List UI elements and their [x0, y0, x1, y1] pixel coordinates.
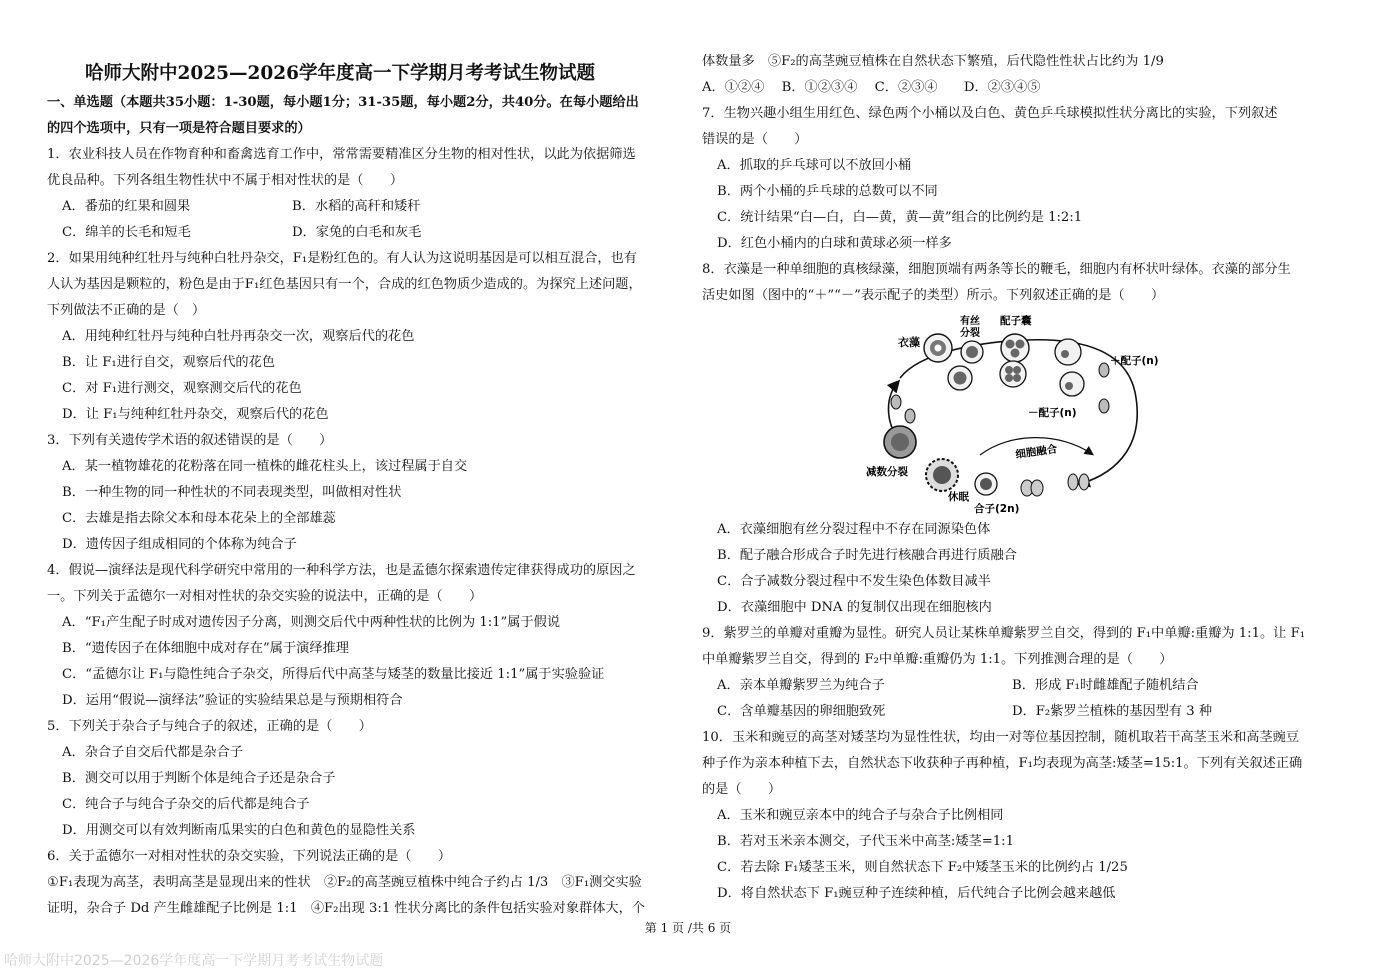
q10-option-c: C．若去除 F₁矮茎玉米，则自然状态下 F₂中矮茎玉米的比例约占 1/25	[717, 860, 1128, 875]
q6-options: A．①②④ B．①②③④ C．②③④ D．②③④⑤	[702, 80, 1041, 95]
small-cell	[891, 395, 901, 409]
q7-option-d: D．红色小桶内的白球和黄球必须一样多	[717, 236, 952, 251]
label-meiosis: 减数分裂	[866, 466, 908, 478]
label-dormancy: 休眠	[948, 491, 969, 503]
q4-stem-2: 一。下列关于孟德尔一对相对性状的杂交实验的说法中，正确的是（ ）	[47, 589, 483, 604]
q7-option-c: C．统计结果“白—白，白—黄，黄—黄”组合的比例约是 1:2:1	[717, 210, 1083, 225]
q9-option-b: B．形成 F₁时雌雄配子随机结合	[1012, 678, 1199, 693]
q7-option-a: A．抓取的乒乓球可以不放回小桶	[717, 158, 912, 173]
q6-stem-1: 6．关于孟德尔一对相对性状的杂交实验，下列说法正确的是（ ）	[47, 849, 452, 864]
q10-stem-1: 10．玉米和豌豆的高茎对矮茎均为显性性状，均由一对等位基因控制，随机取若干高茎玉米和高茎豌豆	[702, 730, 1300, 745]
q2-option-a: A．用纯种红牡丹与纯种白牡丹再杂交一次，观察后代的花色	[62, 329, 415, 344]
q1-stem-1: 1．农业科技人员在作物育种和畜禽选育工作中，常常需要精准区分生物的相对性状，以此为依据筛选	[47, 147, 636, 162]
q8-option-b: B．配子融合形成合子时先进行核融合再进行质融合	[717, 548, 1017, 563]
page-footer: 第 1 页 /共 6 页	[644, 921, 732, 935]
gametangium-cell-2	[1000, 361, 1026, 387]
q7-option-b: B．两个小桶的乒乓球的总数可以不同	[717, 184, 938, 199]
mitosis-cell-1	[961, 341, 983, 363]
q4-option-c: C．“孟德尔让 F₁与隐性纯合子杂交，所得后代中高茎与矮茎的数量比接近 1:1”属于实验验证	[62, 667, 605, 682]
q9-option-a: A．亲本单瓣紫罗兰为纯合子	[717, 678, 885, 693]
q10-option-d: D．将自然状态下 F₁豌豆种子连续种植，后代纯合子比例会越来越低	[717, 886, 1116, 901]
q2-stem-3: 下列做法不正确的是（ ）	[47, 303, 206, 318]
q2-option-d: D．让 F₁与纯种红牡丹杂交，观察后代的花色	[62, 407, 329, 422]
q1-stem-2: 优良品种。下列各组生物性状中不属于相对性状的是（ ）	[47, 173, 404, 188]
q3-option-b: B．一种生物的同一种性状的不同表现类型，叫做相对性状	[62, 485, 402, 500]
q10-option-a: A．玉米和豌豆亲本中的纯合子与杂合子比例相同	[717, 808, 1004, 823]
small-cell	[1099, 363, 1109, 377]
q6-stem-4: 体数量多 ⑤F₂的高茎豌豆植株在自然状态下繁殖，后代隐性性状占比约为 1/9	[702, 54, 1164, 69]
q7-stem-1: 7．生物兴趣小组生用红色、绿色两个小桶以及白色、黄色乒乓球模拟性状分离比的实验，下列叙述	[702, 106, 1278, 121]
q2-stem-2: 人认为基因是颗粒的，粉色是由于F₁红色基因只有一个，合成的红色物质少造成的。为探究上述问题，	[47, 277, 642, 292]
q8-stem-2: 活史如图（图中的“＋”“－”表示配子的类型）所示。下列叙述正确的是（ ）	[702, 288, 1165, 303]
fusing-gametes	[1021, 480, 1043, 496]
q7-stem-2: 错误的是（ ）	[702, 132, 808, 147]
meiosis-cell	[884, 426, 916, 458]
page-title: 哈师大附中2025—2026学年度高一下学期月考考试生物试题	[85, 63, 595, 84]
label-minus-gamete: －配子(n)	[1028, 407, 1077, 419]
q10-stem-3: 的是（ ）	[702, 782, 782, 797]
q8-stem-1: 8．衣藻是一种单细胞的真核绿藻，细胞顶端有两条等长的鞭毛，细胞内有杯状叶绿体。衣藻的部分生	[702, 262, 1291, 277]
q3-option-a: A．某一植物雄花的花粉落在同一植株的雌花柱头上，该过程属于自交	[62, 459, 468, 474]
chlamydomonas-life-cycle-diagram	[860, 312, 1160, 518]
q1-option-d: D．家兔的白毛和灰毛	[292, 225, 422, 240]
q8-option-a: A．衣藻细胞有丝分裂过程中不存在同源染色体	[717, 522, 991, 537]
q3-option-d: D．遗传因子组成相同的个体称为纯合子	[62, 537, 297, 552]
label-peizinang: 配子囊	[1000, 315, 1032, 327]
minus-gamete-release	[1060, 372, 1084, 396]
q1-option-b: B．水稻的高秆和矮秆	[292, 199, 421, 214]
watermark: 哈师大附中2025—2026学年度高一下学期月考考试生物试题	[4, 953, 384, 969]
dormant-zygote	[926, 459, 958, 491]
q6-stem-3: 证明，杂合子 Dd 产生雌雄配子比例是 1:1 ④F₂出现 3:1 性状分离比的条件包括实验对象群体大，个	[47, 901, 645, 916]
q1-option-c: C．绵羊的长毛和短毛	[62, 225, 191, 240]
q5-option-a: A．杂合子自交后代都是杂合子	[62, 745, 243, 760]
plus-gamete-release	[1055, 339, 1081, 365]
q2-option-c: C．对 F₁进行测交，观察测交后代的花色	[62, 381, 302, 396]
label-fenlie: 分裂	[960, 328, 980, 339]
q8-option-d: D．衣藻细胞中 DNA 的复制仅出现在细胞核内	[717, 600, 992, 615]
label-yousi: 有丝	[960, 316, 980, 327]
label-cell-fusion: 细胞融合	[1014, 443, 1059, 461]
q5-stem: 5．下列关于杂合子与纯合子的叙述，正确的是（ ）	[47, 719, 372, 734]
q5-option-b: B．测交可以用于判断个体是纯合子还是杂合子	[62, 771, 336, 786]
chlamydomonas-cell	[924, 334, 952, 362]
label-plus-gamete: ＋配子(n)	[1110, 355, 1159, 367]
q4-option-a: A．“F₁产生配子时成对遗传因子分离，则测交后代中两种性状的比例为 1:1”属于假说	[62, 615, 561, 630]
label-yizao: 衣藻	[898, 336, 920, 349]
mitosis-cell-2	[948, 366, 972, 390]
small-cell	[905, 409, 915, 423]
section-header-line-1: 一、单选题（本题共35小题：1-30题，每小题1分；31-35题，每小题2分，共40分。在每小题给出	[47, 95, 639, 110]
q2-stem-1: 2．如果用纯种红牡丹与纯种白牡丹杂交，F₁是粉红色的。有人认为这说明基因是可以相互混合，也有	[47, 251, 637, 266]
label-zygote: 合子(2n)	[974, 503, 1020, 515]
q5-option-d: D．用测交可以有效判断南瓜果实的白色和黄色的显隐性关系	[62, 823, 416, 838]
q2-option-b: B．让 F₁进行自交，观察后代的花色	[62, 355, 275, 370]
zygote	[975, 473, 997, 495]
q9-stem-2: 中单瓣紫罗兰自交，得到的 F₂中单瓣:重瓣仍为 1:1。下列推测合理的是（ ）	[702, 652, 1173, 667]
q3-stem: 3．下列有关遗传学术语的叙述错误的是（ ）	[47, 433, 333, 448]
section-header-line-2: 的四个选项中，只有一项是符合题目要求的）	[47, 121, 311, 136]
q4-stem-1: 4．假说—演绎法是现代科学研究中常用的一种科学方法，也是孟德尔探索遗传定律获得成功的原因之	[47, 563, 636, 578]
q9-stem-1: 9．紫罗兰的单瓣对重瓣为显性。研究人员让某株单瓣紫罗兰自交，得到的 F₁中单瓣:重瓣为 1:1。让 F₁	[702, 626, 1306, 641]
q8-option-c: C．合子减数分裂过程中不发生染色体数目减半	[717, 574, 991, 589]
q3-option-c: C．去雄是指去除父本和母本花朵上的全部雄蕊	[62, 511, 336, 526]
q1-option-a: A．番茄的红果和圆果	[62, 199, 191, 214]
q5-option-c: C．纯合子与纯合子杂交的后代都是纯合子	[62, 797, 310, 812]
q10-stem-2: 种子作为亲本种植下去，自然状态下收获种子再种植，F₁均表现为高茎:矮茎=15:1。下列有关叙述正确	[702, 756, 1303, 771]
q6-stem-2: ①F₁表现为高茎，表明高茎是显现出来的性状 ②F₂的高茎豌豆植株中纯合子约占 1/3 ③F₁测交实验	[47, 875, 642, 890]
small-cell	[1099, 399, 1109, 413]
q4-option-d: D．运用“假说—演绎法”验证的实验结果总是与预期相符合	[62, 693, 403, 708]
q9-option-c: C．含单瓣基因的卵细胞致死	[717, 704, 886, 719]
q9-option-d: D．F₂紫罗兰植株的基因型有 3 种	[1012, 704, 1213, 719]
q10-option-b: B．若对玉米亲本测交，子代玉米中高茎:矮茎=1:1	[717, 834, 1014, 849]
q4-option-b: B．“遗传因子在体细胞中成对存在”属于演绎推理	[62, 641, 349, 656]
gamete-pair	[1068, 474, 1089, 490]
gametangium-cell-1	[1001, 334, 1029, 362]
